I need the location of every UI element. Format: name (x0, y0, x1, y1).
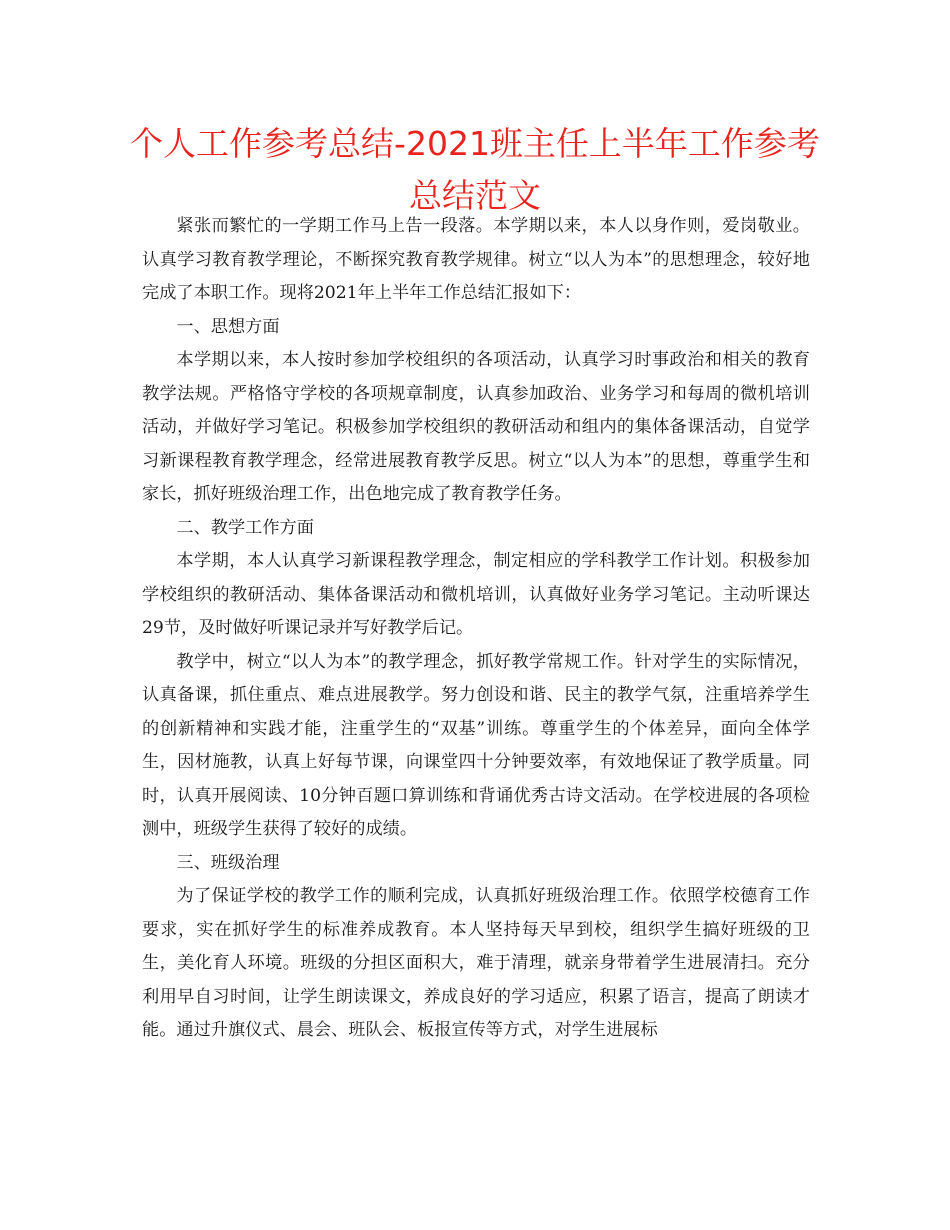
document-body (142, 210, 810, 1048)
section-heading-class-management: 三、班级治理 (176, 852, 280, 873)
teaching-paragraph-2: 教学中，树立“以人为本”的教学理念，抓好教学常规工作。针对学生的实际情况，认真备课，抓住重点、难点进展教学。努力创设和谐、民主的教学气氛，注重培养学生的创新精神和实践才能，注重学生的“双基”训练。尊重学生的个体差异，面向全体学生，因材施教，认真上好每节课，向课堂四十分钟要效率，有效地保证了教学质量。同时，认真开展阅读、10分钟百题口算训练和背诵优秀古诗文活动。在学校进展的各项检测中，班级学生获得了较好的成绩。 (142, 651, 810, 839)
section-heading-thought: 一、思想方面 (176, 316, 280, 337)
thought-paragraph: 本学期以来，本人按时参加学校组织的各项活动，认真学习时事政治和相关的教育教学法规。严格恪守学校的各项规章制度，认真参加政治、业务学习和每周的微机培训活动，并做好学习笔记。积极参加学校组织的教研活动和组内的集体备课活动，自觉学习新课程教育教学理念，经常进展教育教学反思。树立“以人为本”的思想，尊重学生和家长，抓好班级治理工作，出色地完成了教育教学任务。 (142, 350, 810, 504)
intro-paragraph: 紧张而繁忙的一学期工作马上告一段落。本学期以来，本人以身作则，爱岗敬业。认真学习教育教学理论，不断探究教育教学规律。树立“以人为本”的思想理念，较好地完成了本职工作。现将2021年上半年工作总结汇报如下： (142, 216, 810, 303)
class-management-paragraph: 为了保证学校的教学工作的顺利完成，认真抓好班级治理工作。依照学校德育工作要求，实在抓好学生的标准养成教育。本人坚持每天早到校，组织学生搞好班级的卫生，美化育人环境。班级的分担区面积大，难于清理，就亲身带着学生进展清扫。充分利用早自习时间，让学生朗读课文，养成良好的学习适应，积累了语言，提高了朗读才能。通过升旗仪式、晨会、班队会、板报宣传等方式，对学生进展标 (142, 886, 810, 1040)
section-heading-teaching: 二、教学工作方面 (176, 517, 314, 538)
teaching-paragraph-1: 本学期，本人认真学习新课程教学理念，制定相应的学科教学工作计划。积极参加学校组织的教研活动、集体备课活动和微机培训，认真做好业务学习笔记。主动听课达29节，及时做好听课记录并写好教学后记。 (142, 551, 810, 638)
document-title: 个人工作参考总结-2021班主任上半年工作参考总结范文 (130, 124, 820, 215)
